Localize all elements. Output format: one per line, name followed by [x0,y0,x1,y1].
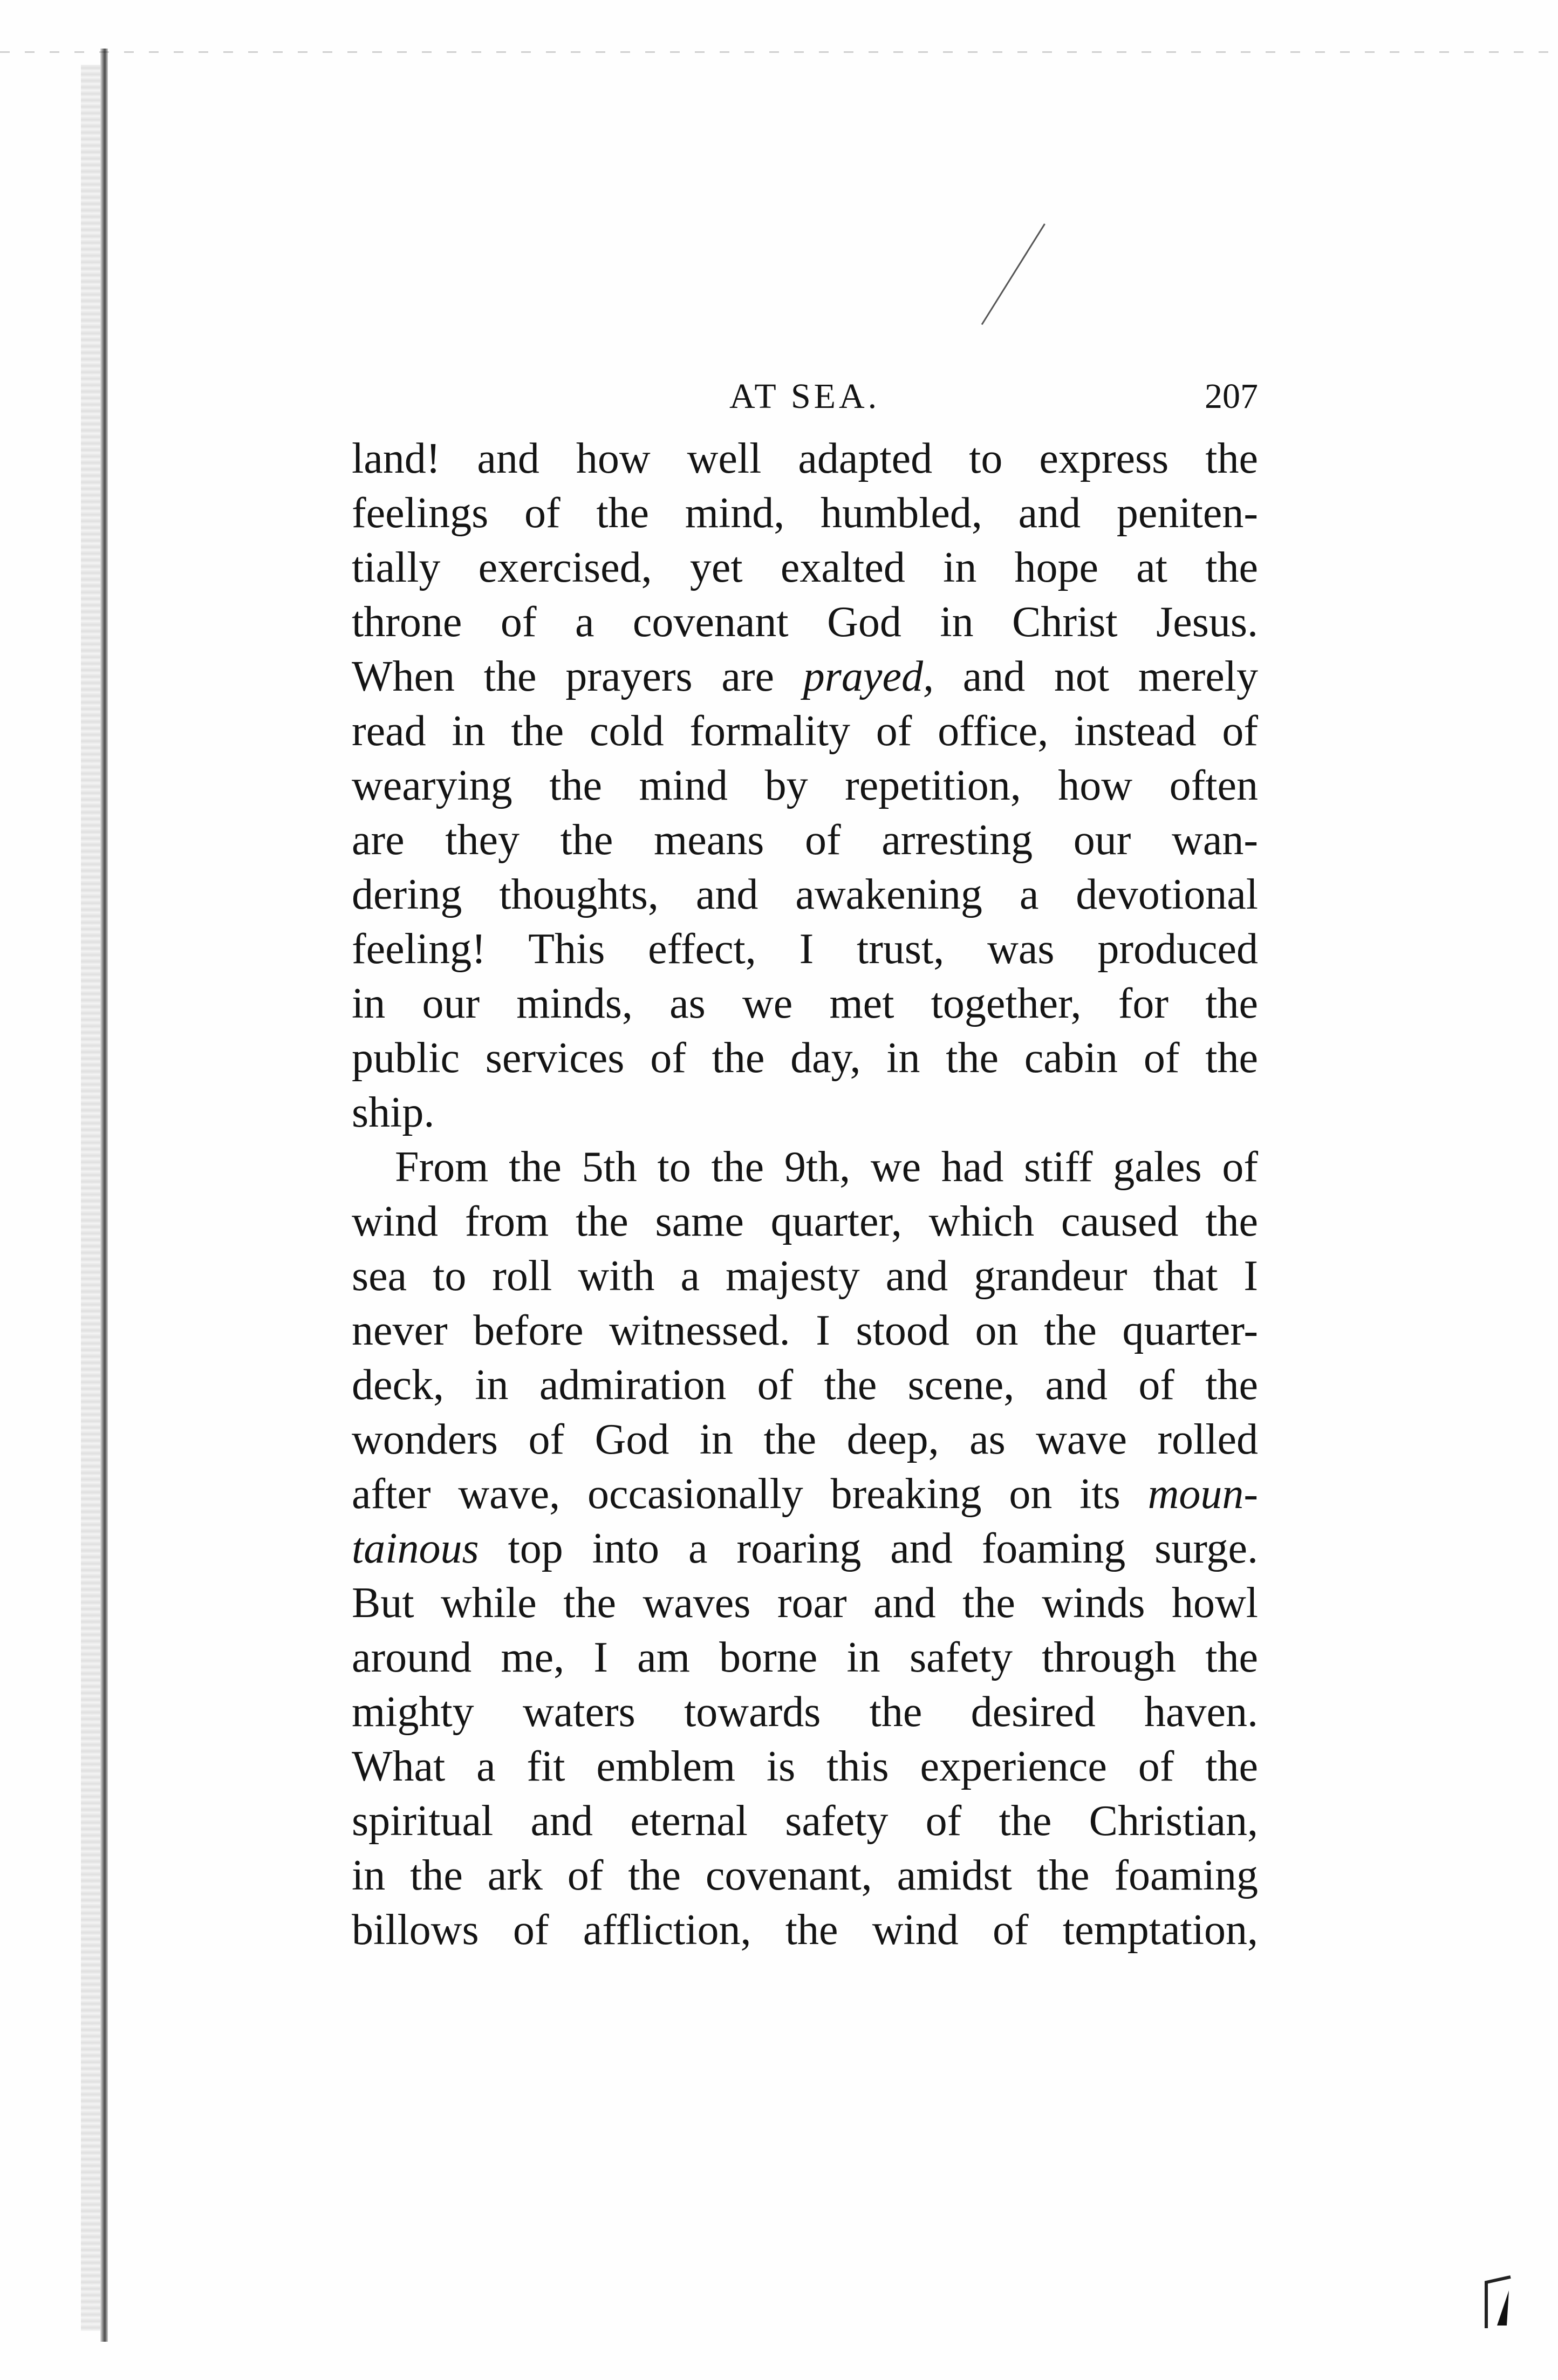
text-line [352,1467,1258,1522]
text-line: deck, in admiration of the scene, and of the [352,1361,1258,1409]
text-run: and not merely [933,653,1259,700]
body-text [352,432,1258,1958]
text-line: land! and how well adapted to express the [352,435,1258,482]
paragraph [352,432,1258,1140]
text-line: in our minds, as we met together, for the [352,980,1258,1027]
text-line: wind from the same quarter, which caused the [352,1198,1258,1245]
text-line: ship. [352,1089,435,1136]
pencil-stroke-mark [981,223,1046,325]
running-title: AT SEA. [729,377,880,416]
text-line: mighty waters towards the desired haven. [352,1688,1258,1736]
text-line: around me, I am borne in safety through the [352,1634,1258,1681]
text-run: top into a roaring and foaming surge. [479,1525,1258,1572]
running-header [352,367,1258,426]
text-line [352,650,1258,704]
text-line: dering thoughts, and awakening a devotional [352,871,1258,918]
italic-run: tainous [352,1525,479,1572]
text-line: spiritual and eternal safety of the Christian, [352,1797,1258,1845]
text-line: throne of a covenant God in Christ Jesus. [352,598,1258,646]
text-line: public services of the day, in the cabin of the [352,1034,1258,1082]
text-run: after wave, occasionally breaking on its [352,1470,1148,1518]
text-line: feeling! This effect, I trust, was produced [352,925,1258,973]
text-line: never before witnessed. I stood on the quarter- [352,1307,1258,1354]
text-line: wearying the mind by repetition, how often [352,762,1258,809]
paragraph [352,1140,1258,1958]
binding-shadow [81,65,100,2331]
text-line: feelings of the mind, humbled, and peniten- [352,489,1258,537]
italic-run: prayed, [803,653,934,700]
text-line: From the 5th to the 9th, we had stiff gales of [395,1143,1258,1191]
italic-run: moun- [1147,1470,1258,1518]
text-line: billows of affliction, the wind of temptation, [352,1906,1258,1954]
scan-top-edge [0,51,1558,53]
text-run: When the prayers are [352,653,803,700]
text-line: wonders of God in the deep, as wave rolled [352,1416,1258,1463]
text-line: What a fit emblem is this experience of the [352,1743,1258,1790]
text-line: are they the means of arresting our wan- [352,816,1258,864]
text-line: sea to roll with a majesty and grandeur that I [352,1252,1258,1300]
text-line: in the ark of the covenant, amidst the foaming [352,1852,1258,1899]
page-number: 207 [1205,377,1258,416]
binding-edge [100,49,108,2342]
text-line: tially exercised, yet exalted in hope at the [352,544,1258,591]
text-line: read in the cold formality of office, instead of [352,707,1258,755]
text-line: But while the waves roar and the winds howl [352,1579,1258,1627]
corner-bracket-mark [1481,2272,1513,2331]
text-line [352,1522,1258,1576]
